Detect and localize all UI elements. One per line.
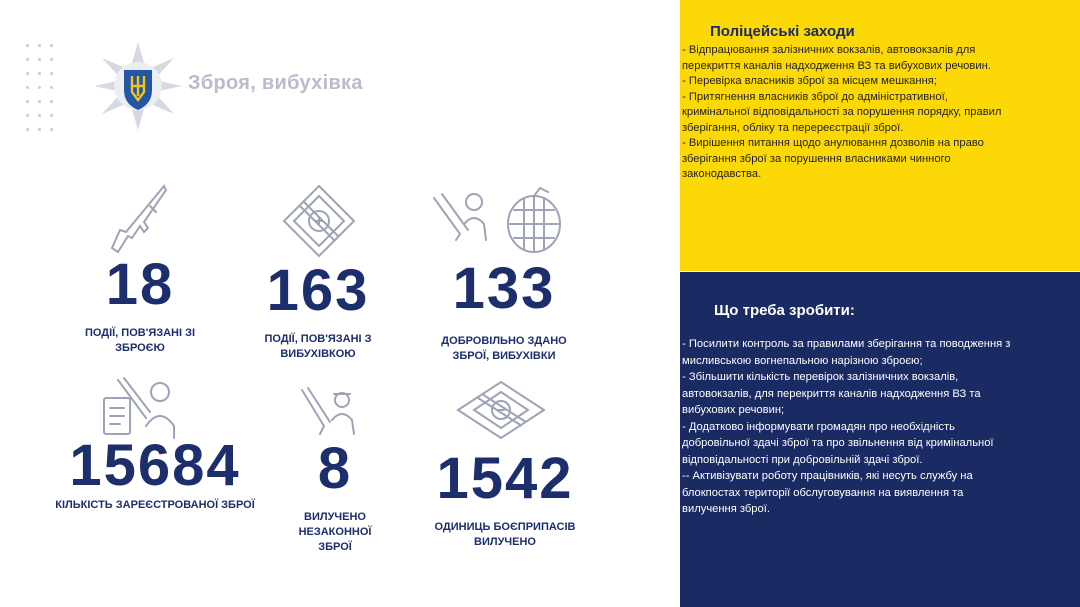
stat-voluntary-surrender xyxy=(414,256,594,364)
stat-label: ПОДІЇ, ПОВ'ЯЗАНІ З xyxy=(264,333,372,345)
stat-label: НЕЗАКОННОЇ xyxy=(298,526,372,538)
stat-ammo-seized xyxy=(420,446,590,550)
stat-value: 18 xyxy=(105,252,175,317)
list-item: - Посилити контроль за правилами зберігання та поводження з мисливською вогнепальною нарізною зброєю; xyxy=(682,338,1011,367)
decorative-dots xyxy=(26,44,54,130)
stat-label: ОДИНИЦЬ БОЄПРИПАСІВ xyxy=(434,521,576,533)
ammo-icon xyxy=(456,380,546,440)
stat-seized-illegal xyxy=(270,436,400,555)
stat-label: ЗБРОЇ, ВИБУХІВКИ xyxy=(452,350,556,362)
rifle-icon xyxy=(106,182,170,256)
stat-label: ЗБРОЇ xyxy=(318,541,352,553)
stat-value: 133 xyxy=(452,256,556,321)
list-item: - Вирішення питання щодо анулювання дозволів на право зберігання зброї за порушення власниками чинного законодавства. xyxy=(682,137,984,180)
stat-value: 8 xyxy=(317,436,353,501)
soldier-grenade-icon xyxy=(430,184,562,256)
stat-label: КІЛЬКІСТЬ ЗАРЕЄСТРОВАНОЇ ЗБРОЇ xyxy=(55,499,255,511)
stat-value: 15684 xyxy=(69,433,241,498)
list-item: - Перевірка власників зброї за місцем мешкання; xyxy=(682,75,937,87)
stat-value: 163 xyxy=(266,258,370,323)
stat-registered-weapons xyxy=(50,433,260,513)
stat-value: 1542 xyxy=(436,446,574,511)
stat-label: ПОДІЇ, ПОВ'ЯЗАНІ ЗІ xyxy=(84,327,196,339)
list-item: -- Активізувати роботу працівників, які несуть службу на блокпостах території обслуговування на виявлення та вилучення зброї. xyxy=(682,470,973,515)
police-measures-title: Поліцейські заходи xyxy=(710,23,855,40)
stat-label: ЗБРОЄЮ xyxy=(115,342,165,354)
section-title: Зброя, вибухівка xyxy=(188,72,363,94)
list-item: - Притягнення власників зброї до адміністративної, кримінальної відповідальності за порушення порядку, правил зберігання, обліку та перереєстрації зброї. xyxy=(682,90,1002,134)
stat-label: ВИЛУЧЕНО xyxy=(474,536,536,548)
police-measures-panel xyxy=(680,0,1080,271)
stat-label: ДОБРОВІЛЬНО ЗДАНО xyxy=(441,335,567,347)
list-item: - Відпрацювання залізничних вокзалів, автовокзалів для перекриття каналів надходження ВЗ та вибухових речовин. xyxy=(682,44,991,72)
todo-title: Що треба зробити: xyxy=(714,302,855,319)
todo-panel xyxy=(680,272,1080,607)
explosive-icon xyxy=(280,182,358,260)
stat-explosive-events xyxy=(238,258,398,362)
stat-label: ВИБУХІВКОЮ xyxy=(280,348,356,360)
list-item: - Додатково інформувати громадян про необхідність добровільної здачі зброї та про звільнення від кримінальної відповідальності при добровільній здачі зброї. xyxy=(682,420,994,466)
stat-label: ВИЛУЧЕНО xyxy=(304,511,366,523)
stat-weapon-events xyxy=(60,252,220,356)
police-star-logo xyxy=(92,40,184,132)
list-item: - Збільшити кількість перевірок залізничних вокзалів, автовокзалів, для перекриття каналів надходження ВЗ та вибухових речовин; xyxy=(682,371,981,416)
police-rifle-icon xyxy=(298,386,360,438)
todo-list xyxy=(682,336,1012,518)
police-measures-list xyxy=(682,43,1012,183)
